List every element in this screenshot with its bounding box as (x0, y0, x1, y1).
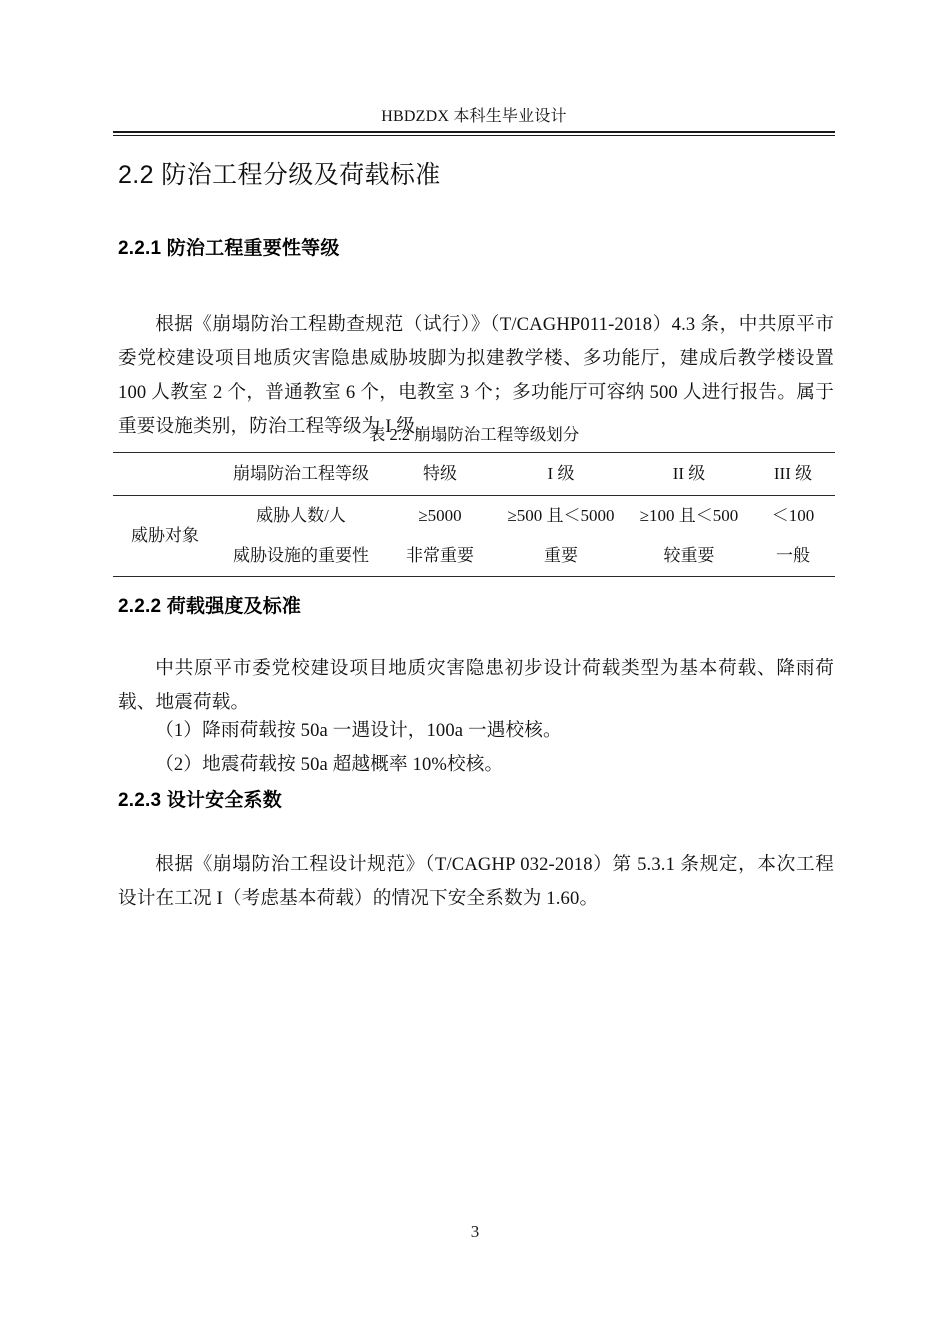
table-cell-value: ≥5000 (418, 506, 462, 526)
table-header-cell-grade: 崩塌防治工程等级 (233, 464, 369, 484)
table-cell-value: ＜100 (771, 506, 815, 526)
table-header-cell-grade-a (113, 453, 217, 496)
table-header-row (113, 453, 835, 496)
page-header (113, 108, 835, 136)
list-2-2-2 (118, 714, 834, 782)
table-body (113, 496, 835, 577)
grade-table (113, 452, 835, 577)
list-item-1: （1）降雨荷载按 50a 一遇设计，100a 一遇校核。 (155, 720, 562, 741)
list-item-2: （2）地震荷载按 50a 超越概率 10%校核。 (155, 754, 504, 775)
paragraph-2-2-3: 根据《崩塌防治工程设计规范》（T/CAGHP 032-2018）第 5.3.1 条规定，本次工程设计在工况 I（考虑基本荷载）的情况下安全系数为 1.60。 (118, 854, 834, 909)
heading-2-2-3: 2.2.3 设计安全系数 (118, 790, 282, 811)
table-cell-value: ≥100 且＜500 (639, 506, 739, 526)
paragraph-2-2-3-block (118, 848, 834, 916)
table-cell-value: 一般 (776, 546, 810, 566)
page-number: 3 (470, 1222, 480, 1241)
table-header (113, 453, 835, 496)
paragraph-2-2-2: 中共原平市委党校建设项目地质灾害隐患初步设计荷载类型为基本荷载、降雨荷载、地震荷载。 (118, 658, 834, 713)
header-divider (113, 131, 835, 136)
paragraph-2-2-1: 根据《崩塌防治工程勘查规范（试行）》（T/CAGHP011-2018）4.3 条，中共原平市委党校建设项目地质灾害隐患威胁坡脚为拟建教学楼、多功能厅，建成后教学楼设置 100 人教室 2 个，普通教室 6 个，电教室 3 个；多功能厅可容纳 500 人进行报告。属于重要设施类别，防治工程等级为 I 级。 (118, 314, 834, 437)
table-header-cell-special: 特级 (423, 464, 457, 484)
table-row (113, 536, 835, 577)
heading-2-2-1: 2.2.1 防治工程重要性等级 (118, 238, 340, 259)
table-cell-value: 重要 (544, 546, 578, 566)
page-title: 2.2 防治工程分级及荷载标准 (118, 161, 441, 189)
table-cell-value: 较重要 (663, 546, 715, 566)
table-caption: 表 2.2 崩塌防治工程等级划分 (368, 425, 580, 444)
table-2-2-container (113, 424, 835, 577)
table-row-group-label: 威胁对象 (131, 526, 199, 546)
table-row (113, 496, 835, 537)
table-header-cell-level-3: III 级 (773, 464, 813, 484)
paragraph-2-2-2-block (118, 652, 834, 720)
table-header-cell-level-1: I 级 (547, 464, 575, 484)
table-cell-value: ≥500 且＜5000 (507, 506, 615, 526)
table-cell-value: 非常重要 (406, 546, 474, 566)
table-header-cell-level-2: II 级 (672, 464, 706, 484)
table-cell-sublabel: 威胁设施的重要性 (233, 546, 369, 566)
heading-2-2-2: 2.2.2 荷载强度及标准 (118, 596, 302, 617)
running-title: HBDZDX 本科生毕业设计 (381, 108, 567, 125)
table-cell-sublabel: 威胁人数/人 (256, 506, 346, 526)
